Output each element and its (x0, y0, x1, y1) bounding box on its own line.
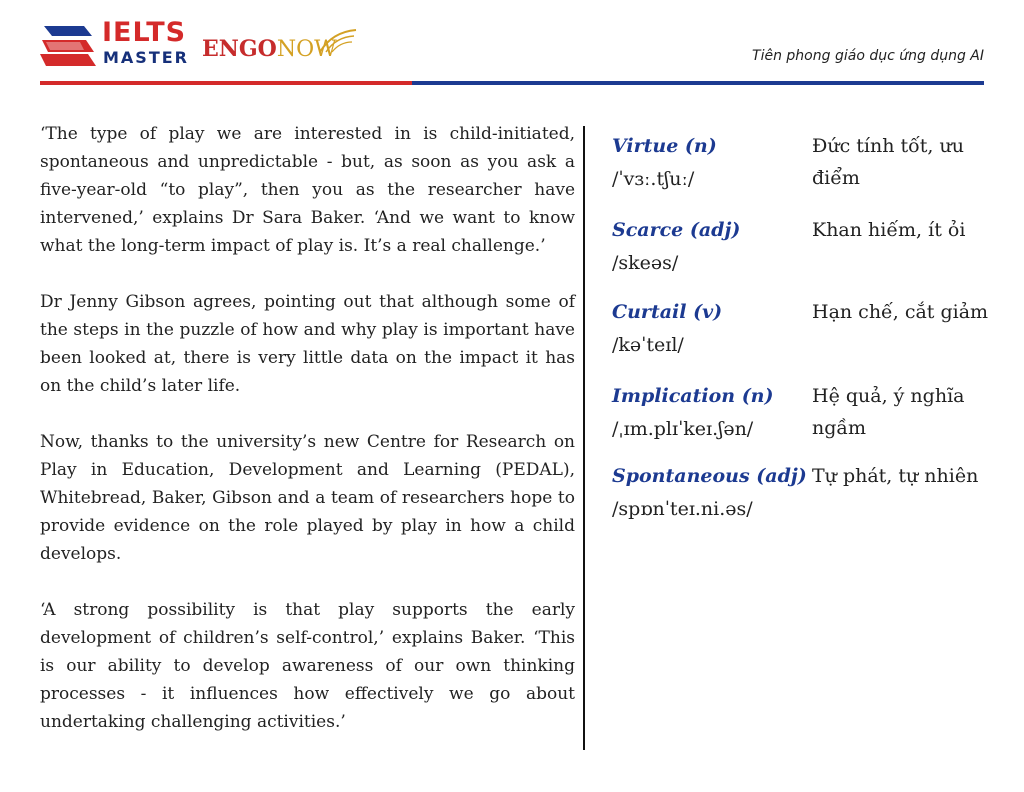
page-header (0, 0, 1024, 90)
vocab-item (612, 214, 1012, 296)
passage-paragraph: Dr Jenny Gibson agrees, pointing out that although some of the steps in the puzzle of how and why play is important have been looked at, there is very little data on the impact it has on the child’s later life. (40, 292, 575, 396)
vocab-item (612, 130, 1012, 214)
brand-ielts: IELTS (102, 17, 187, 48)
reading-passage (40, 120, 575, 764)
vocab-term: Curtail (v) (612, 301, 723, 323)
vocab-meaning: Tự phát, tự nhiên (812, 465, 979, 487)
vocab-term: Spontaneous (adj) (612, 465, 807, 487)
column-divider (583, 126, 585, 750)
vocab-meaning: Hệ quả, ý nghĩa ngầm (812, 385, 965, 439)
vocab-ipa: /ˈvɜː.tʃuː/ (612, 168, 695, 190)
vocab-term: Scarce (adj) (612, 219, 741, 241)
passage-paragraph: ‘A strong possibility is that play supports the early development of children’s self-control,’ explains Baker. ‘This is our ability to develop awareness of our own thinking processes - it influences how effectively we go about undertaking challenging activities.’ (40, 600, 575, 732)
brand-master: MASTER (103, 48, 189, 67)
vocab-term: Virtue (n) (612, 135, 717, 157)
vocab-ipa: /skeəs/ (612, 252, 679, 274)
vocab-meaning: Khan hiếm, ít ỏi (812, 219, 966, 241)
sun-rays-icon (318, 28, 358, 54)
vocab-meaning: Hạn chế, cắt giảm (812, 301, 989, 323)
tagline: Tiên phong giáo dục ứng dụng AI (752, 48, 984, 64)
header-rule-blue (412, 81, 984, 85)
vocab-ipa: /spɒnˈteɪ.ni.əs/ (612, 498, 753, 520)
vocab-item (612, 460, 1012, 540)
brand-engo: ENGO (202, 36, 277, 62)
vocab-item (612, 296, 1012, 380)
header-rule-red (40, 81, 412, 85)
ielts-master-logo-icon (40, 22, 98, 68)
engonow-logo (202, 36, 337, 63)
passage-paragraph: Now, thanks to the university’s new Centre for Research on Play in Education, Development and Learning (PEDAL), Whitebread, Baker, Gibson and a team of researchers hope to provide evidence on the role played by play in how a child develops. (40, 432, 575, 564)
passage-paragraph: ‘The type of play we are interested in is child-initiated, spontaneous and unpredictable - but, as soon as you ask a five-year-old “to play”, then you as the researcher have intervened,’ explains Dr Sara Baker. ‘And we want to know what the long-term impact of play is. It’s a real challenge.’ (40, 124, 575, 256)
vocabulary-list (612, 130, 1012, 540)
vocab-ipa: /kəˈteɪl/ (612, 334, 684, 356)
brand-now: NOW (276, 37, 337, 62)
vocab-term: Implication (n) (612, 385, 774, 407)
vocab-meaning: Đức tính tốt, ưu điểm (812, 135, 964, 189)
vocab-item (612, 380, 1012, 460)
vocab-ipa: /ˌɪm.plɪˈkeɪ.ʃən/ (612, 418, 754, 440)
